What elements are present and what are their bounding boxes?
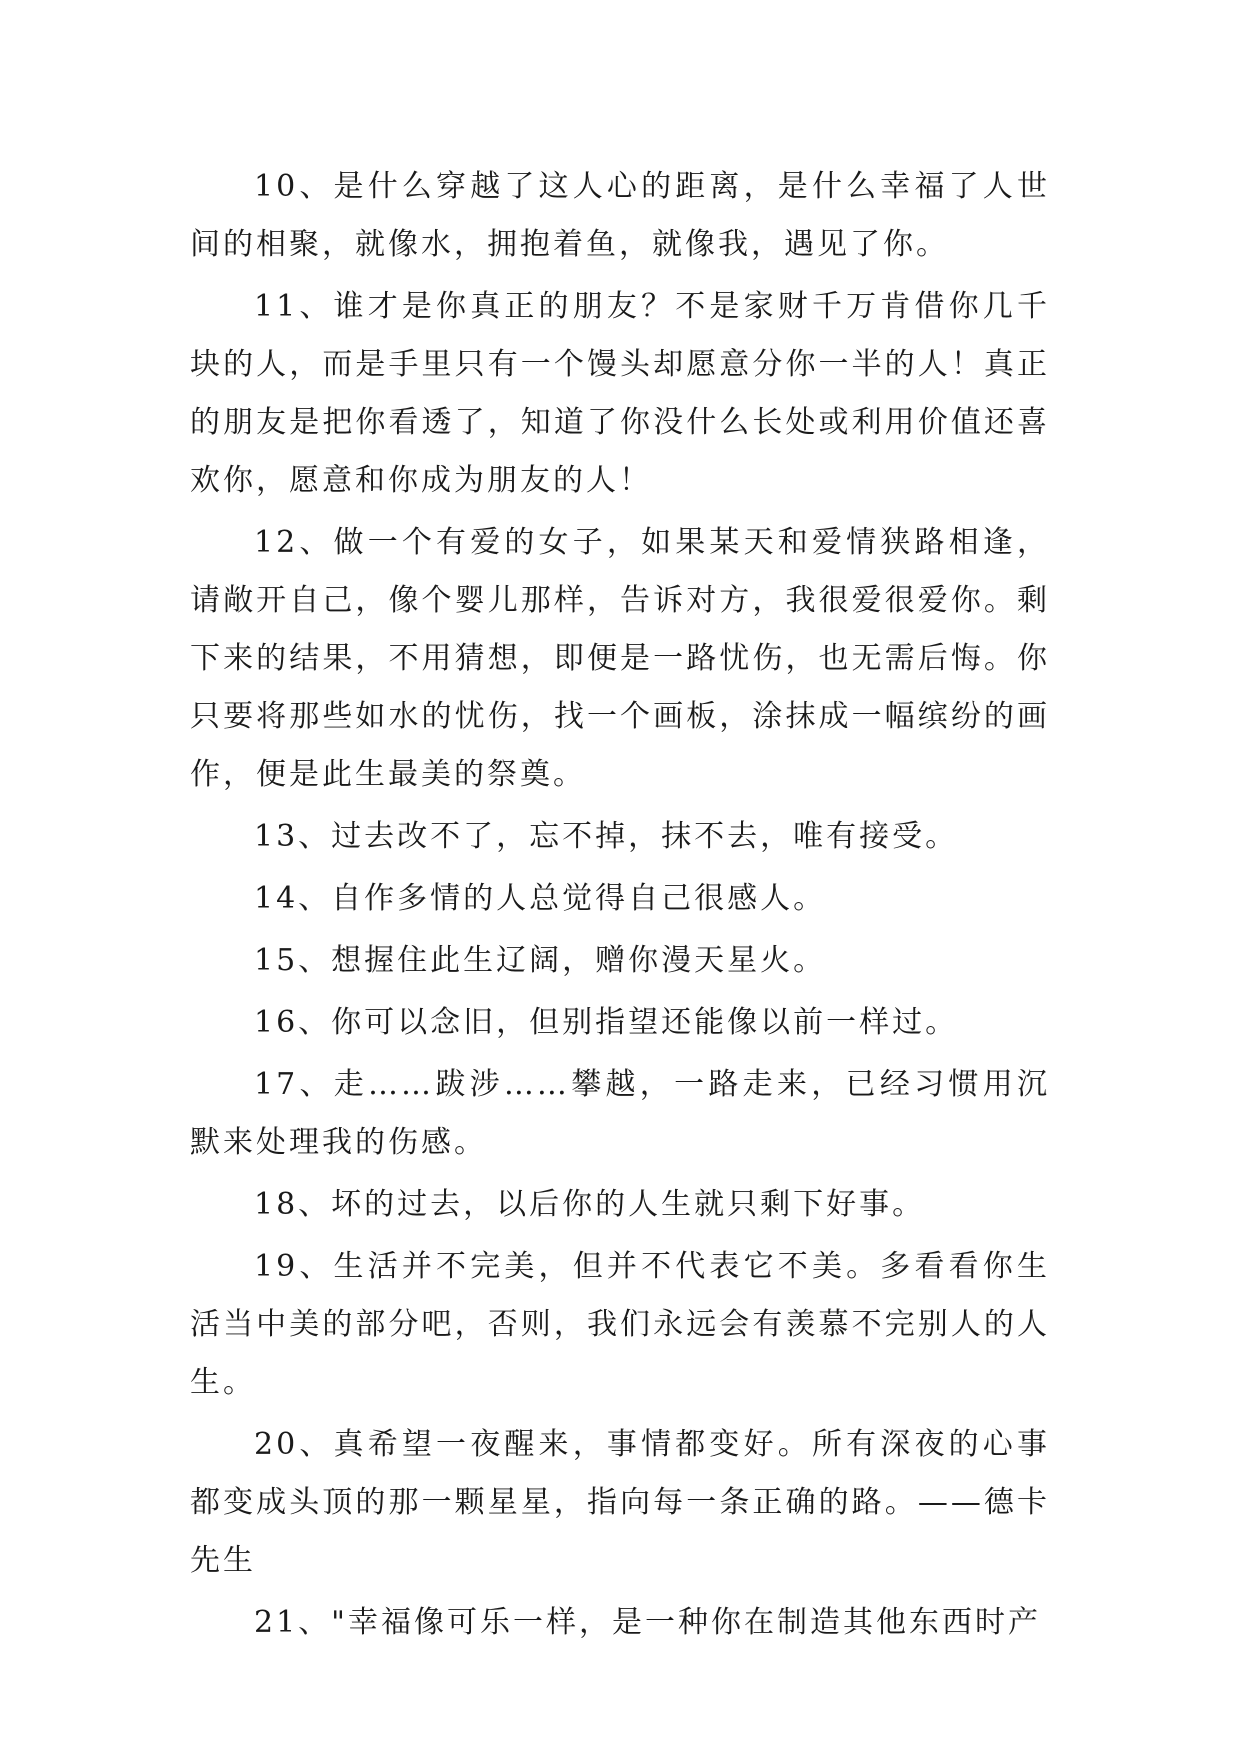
paragraph-11: 11、谁才是你真正的朋友？不是家财千万肯借你几千块的人，而是手里只有一个馒头却愿意分你一半的人！真正的朋友是把你看透了，知道了你没什么长处或利用价值还喜欢你，愿意和你成为朋友的人！	[190, 289, 1050, 498]
paragraph-15: 15、想握住此生辽阔，赠你漫天星火。	[254, 943, 827, 978]
paragraph-20: 20、真希望一夜醒来，事情都变好。所有深夜的心事都变成头顶的那一颗星星，指向每一条正确的路。——德卡先生	[190, 1427, 1050, 1578]
paragraph-12: 12、做一个有爱的女子，如果某天和爱情狭路相逢，请敞开自己，像个婴儿那样，告诉对方，我很爱很爱你。剩下来的结果，不用猜想，即便是一路忧伤，也无需后悔。你只要将那些如水的忧伤，找一个画板，涂抹成一幅缤纷的画作，便是此生最美的祭奠。	[190, 525, 1050, 792]
paragraph-10: 10、是什么穿越了这人心的距离，是什么幸福了人世间的相聚，就像水，拥抱着鱼，就像我，遇见了你。	[190, 169, 1050, 262]
paragraph-17: 17、走……跋涉……攀越，一路走来，已经习惯用沉默来处理我的伤感。	[190, 1067, 1050, 1160]
paragraph-21: 21、"幸福像可乐一样，是一种你在制造其他东西时产	[254, 1605, 1041, 1640]
paragraph-16: 16、你可以念旧，但别指望还能像以前一样过。	[254, 1005, 959, 1040]
paragraph-18: 18、坏的过去，以后你的人生就只剩下好事。	[254, 1187, 926, 1222]
document-body	[190, 158, 1050, 1656]
paragraph-19: 19、生活并不完美，但并不代表它不美。多看看你生活当中美的部分吧，否则，我们永远会有羡慕不完别人的人生。	[190, 1249, 1050, 1400]
paragraph-14: 14、自作多情的人总觉得自己很感人。	[254, 881, 827, 916]
paragraph-13: 13、过去改不了，忘不掉，抹不去，唯有接受。	[254, 819, 959, 854]
